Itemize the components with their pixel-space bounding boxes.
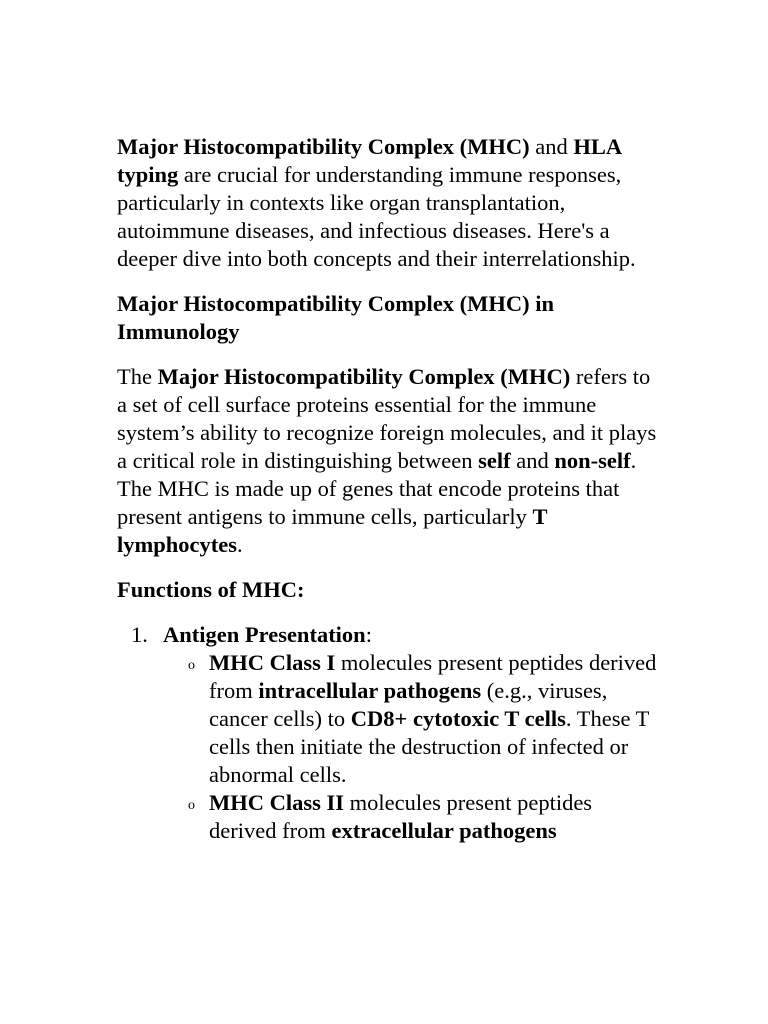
- hollow-bullet-icon: o: [188, 658, 195, 673]
- intro-mhc-term: Major Histocompatibility Complex (MHC): [117, 134, 530, 159]
- list-number: 1.: [131, 622, 148, 647]
- section-heading-mhc: Major Histocompatibility Complex (MHC) in Immunology: [117, 291, 555, 344]
- sub-item-mhc-class-i: o MHC Class I molecules present peptides derived from intracellular pathogens (e.g., viruses, cancer cells) to CD8+ cytotoxic T cells. These T cells then initiate the destruction of infected or abnormal cells.: [188, 650, 657, 787]
- sub-list: [163, 649, 657, 845]
- section-heading-functions: Functions of MHC:: [117, 577, 305, 602]
- document-body: [117, 133, 657, 845]
- list-item-label: Antigen Presentation: [163, 622, 366, 647]
- hollow-bullet-icon: o: [188, 798, 195, 813]
- sub-item-mhc-class-ii: o MHC Class II molecules present peptides derived from extracellular pathogens: [188, 790, 593, 843]
- list-item-antigen-presentation: 1. Antigen Presentation: o MHC Class I molecules present peptides derived from intracellular pathogens (e.g., viruses, cancer cells) to CD8+ cytotoxic T cells. These T cells then initiate the destruction of infected or abnormal cells. o MHC Class II molecules present peptides derived from extracellular pathogens: [131, 622, 657, 843]
- mhc-definition-paragraph: The Major Histocompatibility Complex (MHC) refers to a set of cell surface proteins essential for the immune system’s ability to recognize foreign molecules, and it plays a critical role in distinguishing between self and non-self. The MHC is made up of genes that encode proteins that present antigens to immune cells, particularly T lymphocytes.: [117, 364, 657, 557]
- functions-list: [117, 621, 657, 845]
- intro-hla-term: HLA typing: [117, 134, 621, 187]
- intro-paragraph: Major Histocompatibility Complex (MHC) and HLA typing are crucial for understanding immune responses, particularly in contexts like organ transplantation, autoimmune diseases, and infectious diseases. Here's a deeper dive into both concepts and their interrelationship.: [117, 134, 636, 271]
